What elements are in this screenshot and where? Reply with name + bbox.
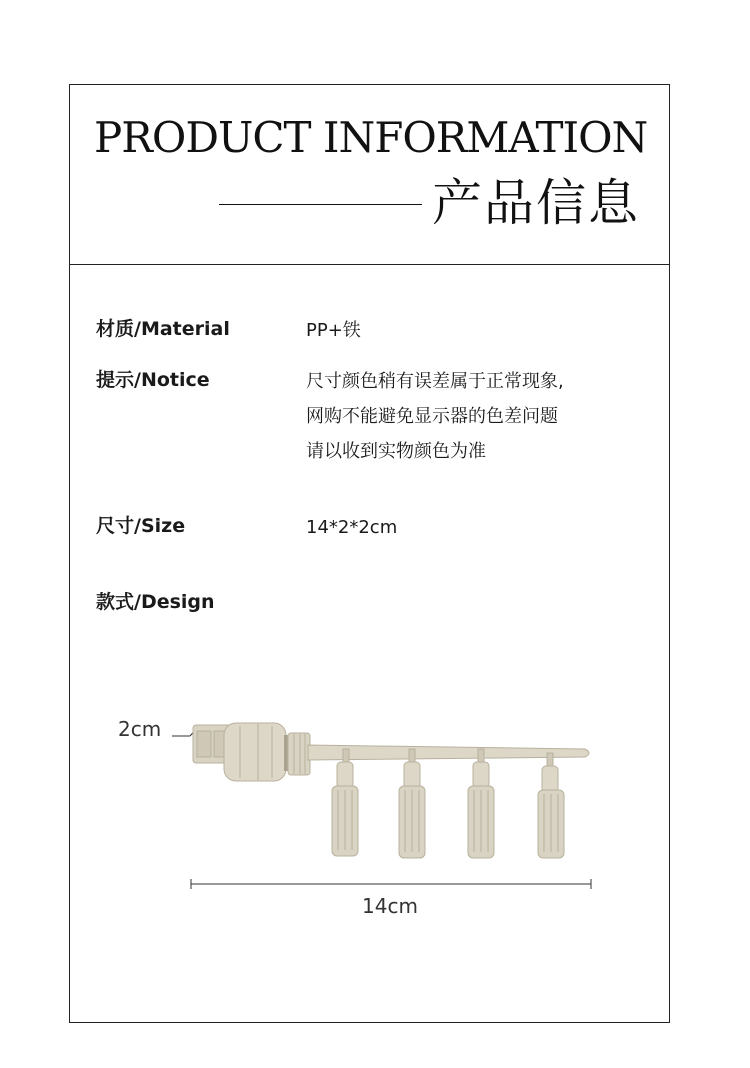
title-english: PRODUCT INFORMATION [94,113,648,162]
design-label: 款式/Design [96,591,215,613]
mount-block [193,723,310,781]
clip-group [332,749,358,856]
notice-label: 提示/Notice [96,369,210,391]
title-chinese: 产品信息 [432,174,640,232]
clip-group [399,749,425,858]
height-dimension-label: 2cm [118,717,162,741]
material-value: PP+铁 [306,320,361,341]
width-dimension-label: 14cm [362,894,418,918]
material-label: 材质/Material [96,318,230,340]
notice-line: 网购不能避免显示器的色差问题 [306,406,558,427]
size-value: 14*2*2cm [306,517,398,538]
size-label: 尺寸/Size [96,515,186,537]
clip-group [468,749,494,858]
notice-line: 请以收到实物颜色为准 [306,441,486,462]
width-dimension-line [191,879,591,889]
notice-line: 尺寸颜色稍有误差属于正常现象, [306,371,564,392]
clip-group [538,753,564,858]
